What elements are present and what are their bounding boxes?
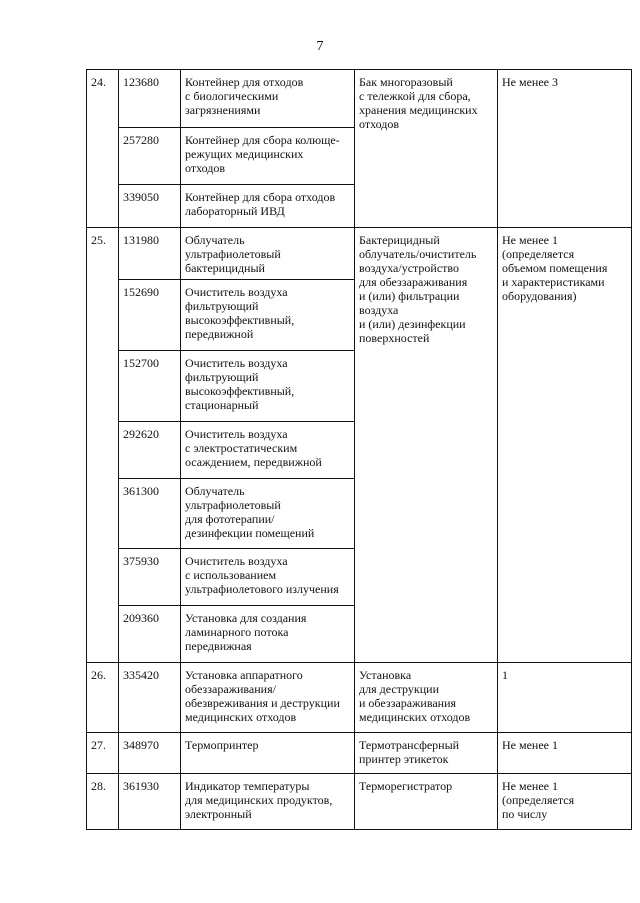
equipment-quantity: Не менее 1 (определяется объемом помещения и характеристиками оборудования)	[498, 228, 632, 663]
equipment-type: Бак многоразовый с тележкой для сбора, хранения медицинских отходов	[355, 70, 498, 228]
item-name: Очиститель воздуха фильтрующий высокоэффективный, стационарный	[181, 351, 355, 422]
item-code: 292620	[119, 422, 181, 479]
row-number: 24.	[87, 70, 119, 228]
equipment-type: Бактерицидный облучатель/очиститель воздуха/устройство для обеззараживания и (или) фильтрации воздуха и (или) дезинфекции поверхностей	[355, 228, 498, 663]
item-name: Очиститель воздуха с электростатическим осаждением, передвижной	[181, 422, 355, 479]
item-name: Облучатель ультрафиолетовый бактерицидный	[181, 228, 355, 280]
item-code: 361930	[119, 774, 181, 830]
table-row	[87, 663, 632, 733]
row-number: 25.	[87, 228, 119, 663]
item-code: 152700	[119, 351, 181, 422]
item-code: 375930	[119, 549, 181, 606]
equipment-quantity: 1	[498, 663, 632, 733]
item-name: Установка аппаратного обеззараживания/ обезвреживания и деструкции медицинских отходов	[181, 663, 355, 733]
row-number: 26.	[87, 663, 119, 733]
item-name: Контейнер для сбора колюще- режущих медицинских отходов	[181, 128, 355, 185]
table-row	[87, 774, 632, 830]
equipment-quantity: Не менее 3	[498, 70, 632, 228]
item-name: Термопринтер	[181, 733, 355, 774]
table-row	[87, 70, 632, 128]
item-code: 209360	[119, 606, 181, 663]
table-row	[87, 733, 632, 774]
item-name: Контейнер для отходов с биологическими загрязнениями	[181, 70, 355, 128]
item-name: Облучатель ультрафиолетовый для фототерапии/ дезинфекции помещений	[181, 479, 355, 549]
item-code: 361300	[119, 479, 181, 549]
item-code: 348970	[119, 733, 181, 774]
item-name: Очиститель воздуха фильтрующий высокоэффективный, передвижной	[181, 280, 355, 351]
item-name: Контейнер для сбора отходов лабораторный ИВД	[181, 185, 355, 228]
table-row	[87, 228, 632, 280]
item-name: Индикатор температуры для медицинских продуктов, электронный	[181, 774, 355, 830]
item-name: Установка для создания ламинарного потока передвижная	[181, 606, 355, 663]
item-code: 335420	[119, 663, 181, 733]
item-name: Очиститель воздуха с использованием ультрафиолетового излучения	[181, 549, 355, 606]
row-number: 27.	[87, 733, 119, 774]
row-number: 28.	[87, 774, 119, 830]
equipment-quantity: Не менее 1	[498, 733, 632, 774]
equipment-type: Термотрансферный принтер этикеток	[355, 733, 498, 774]
item-code: 152690	[119, 280, 181, 351]
page-number: 7	[316, 39, 324, 54]
item-code: 123680	[119, 70, 181, 128]
equipment-type: Терморегистратор	[355, 774, 498, 830]
equipment-type: Установка для деструкции и обеззараживания медицинских отходов	[355, 663, 498, 733]
equipment-table	[86, 69, 632, 830]
equipment-quantity: Не менее 1 (определяется по числу	[498, 774, 632, 830]
item-code: 339050	[119, 185, 181, 228]
item-code: 131980	[119, 228, 181, 280]
item-code: 257280	[119, 128, 181, 185]
